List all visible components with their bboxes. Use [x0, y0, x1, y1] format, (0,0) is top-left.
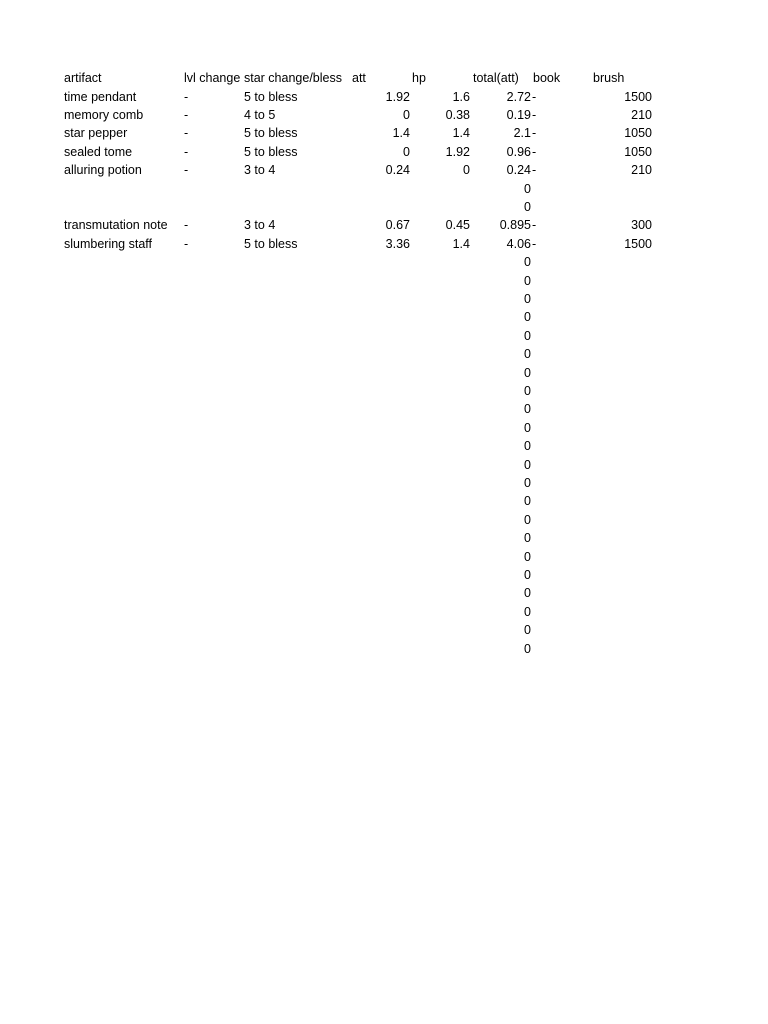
table-row	[0, 180, 768, 198]
cell-brush: 1050	[624, 144, 652, 159]
table-row	[0, 345, 768, 363]
cell-star-change: 3 to 4	[244, 218, 276, 233]
cell-total-att: 0	[524, 457, 531, 472]
cell-hp: 1.92	[445, 144, 470, 159]
cell-total-att: 2.1	[513, 126, 531, 141]
table-row	[0, 198, 768, 216]
cell-total-att: 2.72	[506, 89, 531, 104]
cell-total-att: 0	[524, 420, 531, 435]
table-row	[0, 235, 768, 253]
cell-total-att: 0.96	[506, 144, 531, 159]
cell-total-att: 0	[524, 310, 531, 325]
cell-star-change: 5 to bless	[244, 126, 298, 141]
cell-hp: 1.4	[452, 236, 470, 251]
cell-total-att: 4.06	[506, 236, 531, 251]
cell-lvl-change: -	[184, 126, 189, 141]
cell-lvl-change: -	[184, 163, 189, 178]
cell-att: 0.67	[385, 218, 410, 233]
cell-total-att: 0	[524, 567, 531, 582]
cell-total-att: 0	[524, 383, 531, 398]
cell-total-att: 0	[524, 475, 531, 490]
cell-hp: 1.4	[452, 126, 470, 141]
header-book: book	[533, 71, 561, 85]
cell-att: 0	[403, 107, 410, 122]
cell-total-att: 0	[524, 181, 531, 196]
table-row	[0, 492, 768, 510]
cell-star-change: 5 to bless	[244, 89, 298, 104]
cell-brush: 1500	[624, 89, 652, 104]
cell-book: -	[532, 126, 537, 141]
table-row	[0, 216, 768, 234]
table-row	[0, 327, 768, 345]
cell-hp: 0.45	[445, 218, 470, 233]
cell-artifact: star pepper	[64, 126, 128, 141]
cell-total-att: 0	[524, 641, 531, 656]
cell-lvl-change: -	[184, 218, 189, 233]
cell-lvl-change: -	[184, 89, 189, 104]
cell-total-att: 0	[524, 255, 531, 270]
cell-hp: 1.6	[452, 89, 470, 104]
header-star-change: star change/bless	[244, 71, 342, 85]
cell-total-att: 0	[524, 623, 531, 638]
cell-artifact: sealed tome	[64, 144, 133, 159]
header-att: att	[352, 71, 366, 85]
table-row	[0, 308, 768, 326]
cell-total-att: 0	[524, 328, 531, 343]
cell-book: -	[532, 236, 537, 251]
cell-lvl-change: -	[184, 144, 189, 159]
cell-lvl-change: -	[184, 107, 189, 122]
cell-total-att: 0	[524, 586, 531, 601]
table-row	[0, 529, 768, 547]
header-lvl-change: lvl change	[184, 71, 241, 85]
table-row	[0, 548, 768, 566]
table-row	[0, 124, 768, 142]
table-row	[0, 437, 768, 455]
cell-total-att: 0	[524, 549, 531, 564]
header-hp: hp	[412, 71, 426, 85]
cell-total-att: 0	[524, 512, 531, 527]
table-row	[0, 382, 768, 400]
cell-lvl-change: -	[184, 236, 189, 251]
table-row	[0, 272, 768, 290]
cell-artifact: time pendant	[64, 89, 137, 104]
header-brush: brush	[593, 71, 625, 85]
table-row	[0, 290, 768, 308]
cell-att: 3.36	[385, 236, 410, 251]
header-total-att: total(att)	[473, 71, 519, 85]
cell-book: -	[532, 107, 537, 122]
cell-total-att: 0	[524, 604, 531, 619]
cell-att: 0.24	[385, 163, 410, 178]
cell-book: -	[532, 218, 537, 233]
table-row	[0, 456, 768, 474]
cell-star-change: 5 to bless	[244, 236, 298, 251]
table-row	[0, 400, 768, 418]
cell-att: 1.92	[385, 89, 410, 104]
cell-hp: 0.38	[445, 107, 470, 122]
cell-total-att: 0	[524, 494, 531, 509]
cell-brush: 1050	[624, 126, 652, 141]
cell-total-att: 0	[524, 199, 531, 214]
header-artifact: artifact	[64, 71, 102, 85]
cell-total-att: 0	[524, 531, 531, 546]
table-row	[0, 603, 768, 621]
cell-total-att: 0	[524, 402, 531, 417]
table-row	[0, 161, 768, 179]
cell-total-att: 0.24	[506, 163, 531, 178]
cell-total-att: 0	[524, 347, 531, 362]
cell-artifact: alluring potion	[64, 163, 142, 178]
cell-star-change: 5 to bless	[244, 144, 298, 159]
table-row	[0, 364, 768, 382]
cell-total-att: 0	[524, 291, 531, 306]
table-row	[0, 143, 768, 161]
table-row	[0, 621, 768, 639]
table-row	[0, 106, 768, 124]
cell-total-att: 0.19	[506, 107, 531, 122]
cell-brush: 300	[631, 218, 652, 233]
header-row	[0, 69, 768, 87]
cell-artifact: slumbering staff	[64, 236, 153, 251]
cell-att: 0	[403, 144, 410, 159]
cell-total-att: 0	[524, 273, 531, 288]
cell-att: 1.4	[392, 126, 410, 141]
cell-brush: 1500	[624, 236, 652, 251]
cell-total-att: 0.895	[499, 218, 531, 233]
cell-artifact: transmutation note	[64, 218, 168, 233]
cell-book: -	[532, 89, 537, 104]
table-row	[0, 474, 768, 492]
table-row	[0, 511, 768, 529]
cell-book: -	[532, 144, 537, 159]
cell-total-att: 0	[524, 439, 531, 454]
cell-brush: 210	[631, 107, 652, 122]
table-row	[0, 584, 768, 602]
table-row	[0, 88, 768, 106]
table-row	[0, 566, 768, 584]
cell-total-att: 0	[524, 365, 531, 380]
table-row	[0, 640, 768, 658]
cell-hp: 0	[463, 163, 470, 178]
cell-star-change: 3 to 4	[244, 163, 276, 178]
cell-star-change: 4 to 5	[244, 107, 276, 122]
cell-artifact: memory comb	[64, 107, 144, 122]
table-row	[0, 253, 768, 271]
table-row	[0, 419, 768, 437]
cell-book: -	[532, 163, 537, 178]
cell-brush: 210	[631, 163, 652, 178]
